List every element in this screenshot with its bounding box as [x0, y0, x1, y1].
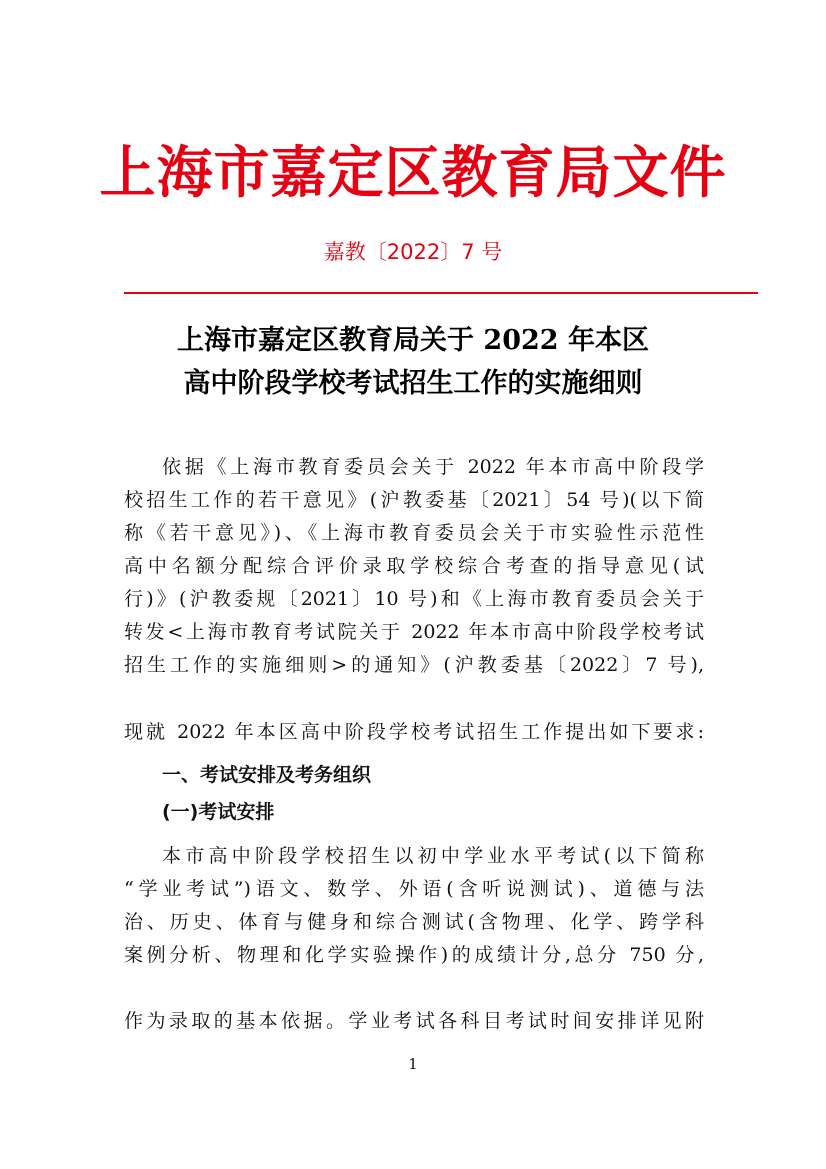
section-heading-1: 一、考试安排及考务组织: [162, 764, 372, 786]
paragraph-1-line-7: 招生工作的实施细则>的通知》(沪教委基〔2022〕7 号),: [124, 654, 704, 676]
document-title-line-2: 高中阶段学校考试招生工作的实施细则: [183, 368, 643, 399]
paragraph-2-line-5: 作为录取的基本依据。学业考试各科目考试时间安排详见附: [124, 1010, 704, 1032]
paragraph-1-line-2: 校招生工作的若干意见》(沪教委基〔2021〕54 号)(以下简: [124, 489, 704, 511]
paragraph-1-line-4: 高中名额分配综合评价录取学校综合考查的指导意见(试: [124, 555, 704, 577]
paragraph-2-line-2: “学业考试”)语文、数学、外语(含听说测试)、道德与法: [124, 878, 704, 900]
paragraph-2-line-3: 治、历史、体育与健身和综合测试(含物理、化学、跨学科: [124, 911, 704, 933]
document-number: 嘉教〔2022〕7 号: [323, 240, 503, 264]
paragraph-2-line-4: 案例分析、物理和化学实验操作)的成绩计分,总分 750 分,: [124, 944, 704, 966]
page-number: 1: [408, 1055, 418, 1073]
issuer-header-title: 上海市嘉定区教育局文件: [99, 140, 727, 206]
paragraph-1-line-1: 依据《上海市教育委员会关于 2022 年本市高中阶段学: [162, 456, 704, 478]
red-divider-line: [124, 292, 758, 294]
subsection-heading-1: (一)考试安排: [162, 801, 275, 823]
document-title-line-1: 上海市嘉定区教育局关于 2022 年本区: [177, 325, 649, 356]
paragraph-1-line-6: 转发<上海市教育考试院关于 2022 年本市高中阶段学校考试: [124, 621, 704, 643]
paragraph-1-line-8: 现就 2022 年本区高中阶段学校考试招生工作提出如下要求:: [124, 721, 704, 743]
paragraph-1-line-5: 行)》(沪教委规〔2021〕10 号)和《上海市教育委员会关于: [124, 588, 704, 610]
paragraph-1-line-3: 称《若干意见》)、《上海市教育委员会关于市实验性示范性: [124, 522, 704, 544]
paragraph-2-line-1: 本市高中阶段学校招生以初中学业水平考试(以下简称: [162, 845, 704, 867]
